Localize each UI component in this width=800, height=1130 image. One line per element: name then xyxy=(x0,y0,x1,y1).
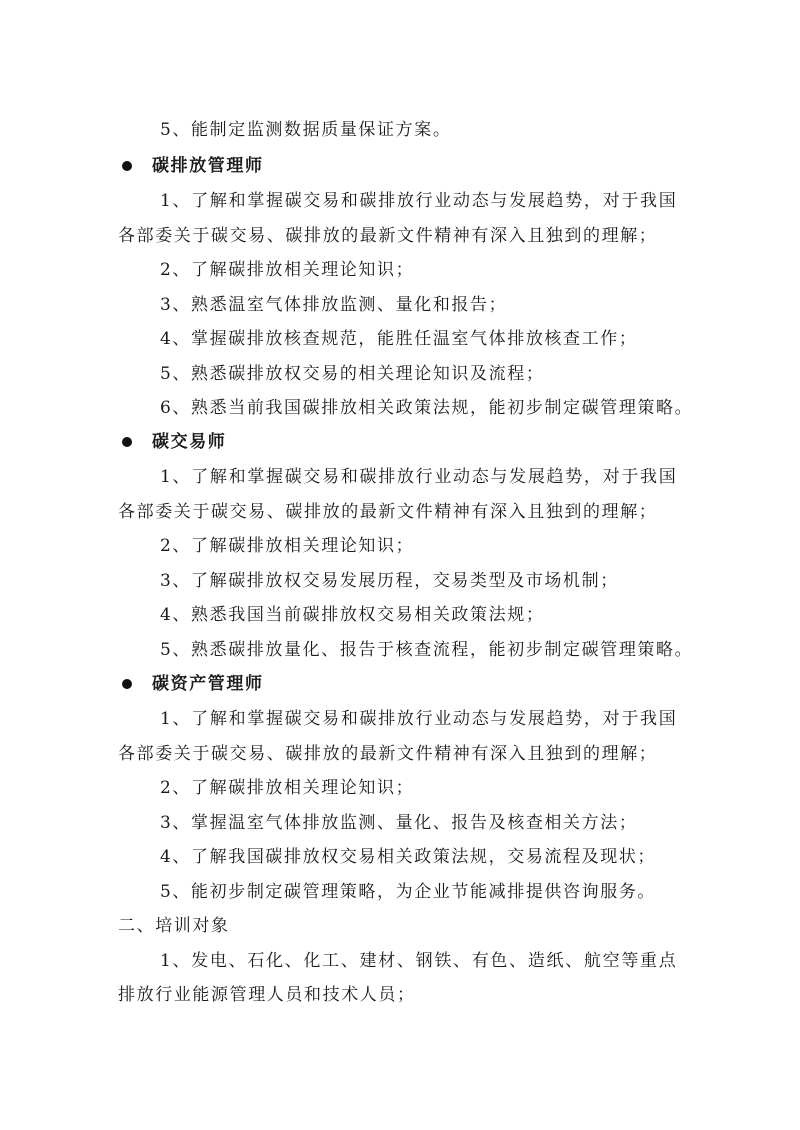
text-line: 2、了解碳排放相关理论知识； xyxy=(160,260,415,280)
text-line: 各部委关于碳交易、碳排放的最新文件精神有深入且独到的理解； xyxy=(118,502,658,522)
section-heading-carbon-trader: 碳交易师 xyxy=(152,432,227,452)
text-line: 3、熟悉温室气体排放监测、量化和报告； xyxy=(160,295,508,315)
text-line: 1、了解和掌握碳交易和碳排放行业动态与发展趋势，对于我国 xyxy=(160,709,678,729)
text-line: 2、了解碳排放相关理论知识； xyxy=(160,778,415,798)
text-line: 4、熟悉我国当前碳排放权交易相关政策法规； xyxy=(160,605,545,625)
text-line: 1、发电、石化、化工、建材、钢铁、有色、造纸、航空等重点 xyxy=(160,951,678,971)
text-line: 5、能制定监测数据质量保证方案。 xyxy=(160,120,452,140)
text-line: 各部委关于碳交易、碳排放的最新文件精神有深入且独到的理解； xyxy=(118,226,658,246)
text-line: 5、熟悉碳排放权交易的相关理论知识及流程； xyxy=(160,364,545,384)
bullet-icon xyxy=(122,161,132,171)
section-heading-training-targets: 二、培训对象 xyxy=(118,916,230,936)
text-line: 5、能初步制定碳管理策略，为企业节能减排提供咨询服务。 xyxy=(160,882,657,902)
section-heading-carbon-asset-manager: 碳资产管理师 xyxy=(152,674,264,694)
text-line: 6、熟悉当前我国碳排放相关政策法规，能初步制定碳管理策略。 xyxy=(160,398,694,418)
text-line: 各部委关于碳交易、碳排放的最新文件精神有深入且独到的理解； xyxy=(118,744,658,764)
text-line: 3、掌握温室气体排放监测、量化、报告及核查相关方法； xyxy=(160,813,638,833)
section-heading-carbon-emission-manager: 碳排放管理师 xyxy=(152,156,264,176)
bullet-icon xyxy=(122,437,132,447)
text-line: 2、了解碳排放相关理论知识； xyxy=(160,536,415,556)
text-line: 排放行业能源管理人员和技术人员； xyxy=(118,985,416,1005)
bullet-icon xyxy=(122,679,132,689)
text-line: 4、了解我国碳排放权交易相关政策法规，交易流程及现状； xyxy=(160,847,657,867)
text-line: 1、了解和掌握碳交易和碳排放行业动态与发展趋势，对于我国 xyxy=(160,191,678,211)
text-line: 1、了解和掌握碳交易和碳排放行业动态与发展趋势，对于我国 xyxy=(160,467,678,487)
text-line: 5、熟悉碳排放量化、报告于核查流程，能初步制定碳管理策略。 xyxy=(160,640,694,660)
text-line: 3、了解碳排放权交易发展历程，交易类型及市场机制； xyxy=(160,571,619,591)
text-line: 4、掌握碳排放核查规范，能胜任温室气体排放核查工作； xyxy=(160,329,638,349)
